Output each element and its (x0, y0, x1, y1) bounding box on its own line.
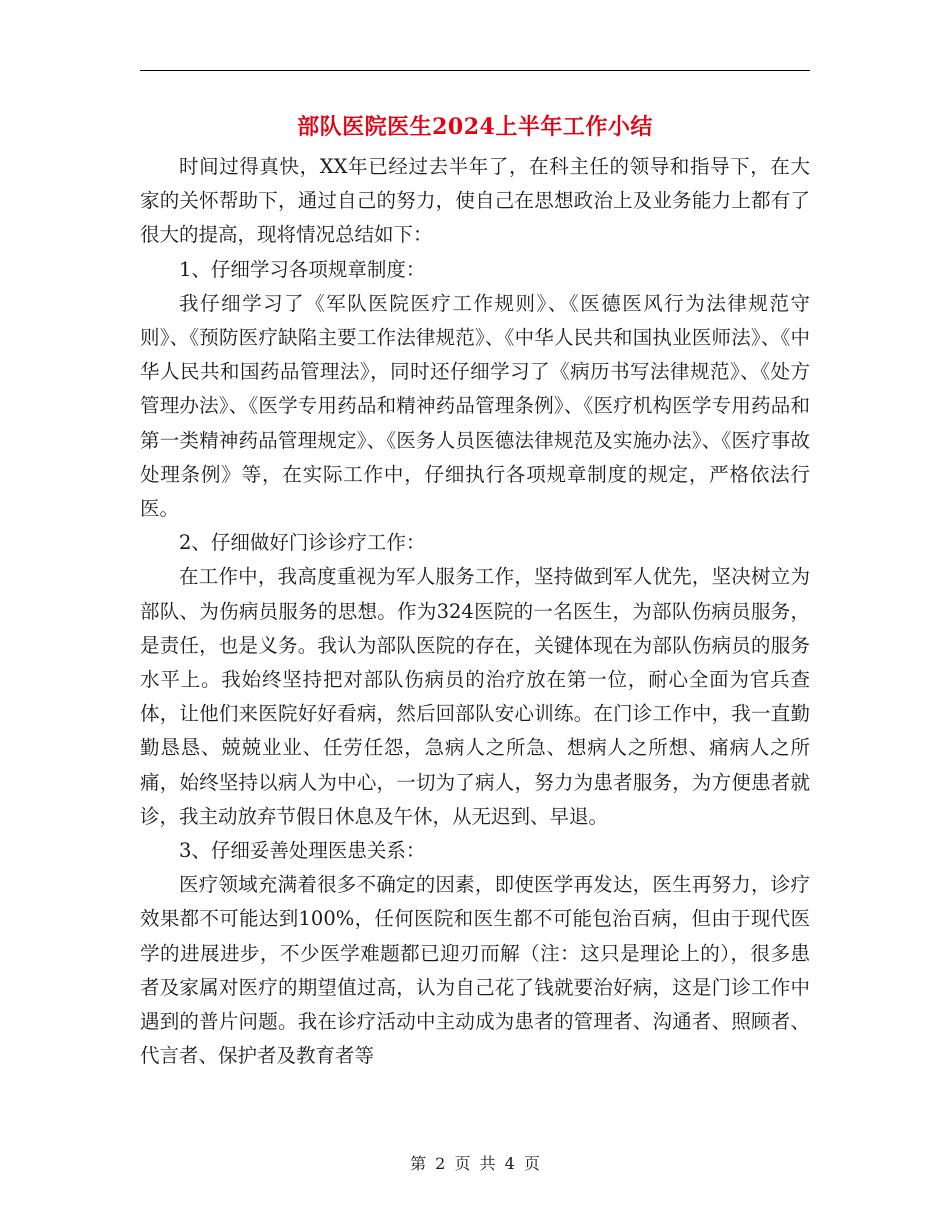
section-heading-3: 3、仔细妥善处理医患关系： (179, 839, 426, 863)
header-rule (140, 70, 810, 71)
intro-paragraph: 时间过得真快，XX年已经过去半年了，在科主任的领导和指导下，在大家的关怀帮助下，通过自己的努力，使自己在思想政治上及业务能力上都有了很大的提高，现将情况总结如下： (140, 155, 810, 247)
section-body-3: 医疗领域充满着很多不确定的因素，即使医学再发达，医生再努力，诊疗效果都不可能达到100%，任何医院和医生都不可能包治百病，但由于现代医学的进展进步，不少医学难题都已迎刃而解（注：这只是理论上的），很多患者及家属对医疗的期望值过高，认为自己花了钱就要治好病，这是门诊工作中遇到的普片问题。我在诊疗活动中主动成为患者的管理者、沟通者、照顾者、代言者、保护者及教育者等 (140, 873, 810, 1068)
section-body-1: 我仔细学习了《军队医院医疗工作规则》、《医德医风行为法律规范守则》、《预防医疗缺陷主要工作法律规范》、《中华人民共和国执业医师法》、《中华人民共和国药品管理法》，同时还仔细学习了《病历书写法律规范》、《处方管理办法》、《医学专用药品和精神药品管理条例》、《医疗机构医学专用药品和第一类精神药品管理规定》、《医务人员医德法律规范及实施办法》、《医疗事故处理条例》等，在实际工作中，仔细执行各项规章制度的规定，严格依法行医。 (140, 291, 810, 521)
section-body-2: 在工作中，我高度重视为军人服务工作，坚持做到军人优先，坚决树立为部队、为伤病员服务的思想。作为324医院的一名医生，为部队伤病员服务，是责任，也是义务。我认为部队医院的存在，关键体现在为部队伤病员的服务水平上。我始终坚持把对部队伤病员的治疗放在第一位，耐心全面为官兵查体，让他们来医院好好看病，然后回部队安心训练。在门诊工作中，我一直勤勤恳恳、兢兢业业、任劳任怨，急病人之所急、想病人之所想、痛病人之所痛，始终坚持以病人为中心，一切为了病人，努力为患者服务，为方便患者就诊，我主动放弃节假日休息及午休，从无迟到、早退。 (140, 565, 810, 828)
page-number: 第 2 页 共 4 页 (410, 1154, 540, 1173)
document-title: 部队医院医生2024上半年工作小结 (297, 114, 653, 140)
section-heading-1: 1、仔细学习各项规章制度： (179, 257, 426, 281)
section-heading-2: 2、仔细做好门诊诊疗工作： (179, 531, 426, 555)
document-body (140, 150, 810, 1073)
